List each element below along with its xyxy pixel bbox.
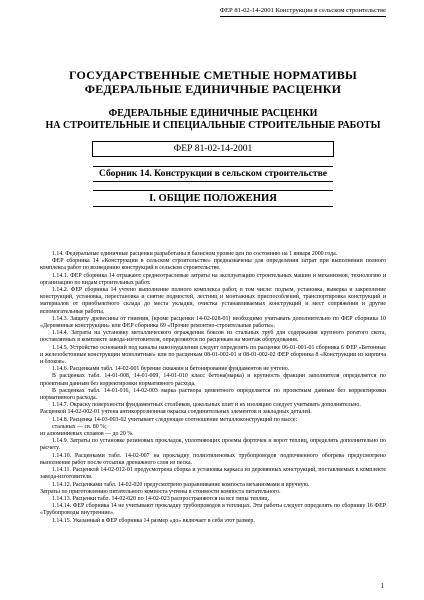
paragraph: 1.14.12. Расценками табл. 14-02-020 предусмотрено разравнивание компоста механизмами и вручную. — [52, 481, 310, 488]
paragraph: Расценкой 14-02-002-01 учтена антикоррозионная окраска соединительных элементов и закладных деталей. — [40, 409, 312, 416]
main-title-line-2: ФЕДЕРАЛЬНЫЕ ЕДИНИЧНЫЕ РАСЦЕНКИ — [84, 82, 342, 96]
paragraph: 1.14.13. Расценки табл. 14-02-020 по 14-02-023 распространяются на все типы теплиц. — [52, 495, 270, 502]
paragraph: ФЕР сборника 14 «Конструкции в сельском строительстве» предназначены для определения затрат при выполнении полного комплекса работ по возведению конструкций в сельском строительстве. — [40, 258, 386, 272]
paragraph: 1.14.8. Расценка 14-03-003-02 учитывает следующее соотношение металлоконструкций по массе: — [52, 416, 298, 423]
paragraph: 1.14.4. Затраты на установку металлического ограждения боксов из стальных труб для содержания крупного рогатого скота, поставляемых в комплекте завода-изготовителя, определяются по расценкам на монтаж оборудования. — [40, 330, 386, 344]
subtitle-line-1: ФЕДЕРАЛЬНЫЕ ЕДИНИЧНЫЕ РАСЦЕНКИ — [108, 108, 318, 119]
section-heading: I. ОБЩИЕ ПОЛОЖЕНИЯ — [93, 190, 333, 207]
page-number: 1 — [380, 582, 384, 590]
paragraph: 1.14. Федеральные единичные расценки разработаны в базисном уровне цен по состоянию на 1 января 2000 года. — [52, 251, 338, 257]
paragraph: 1.14.2. ФЕР сборника 14 учтено выполнение полного комплекса работ, в том числе: подъем, установка, выверка и закрепление конструкций, установка, перестановка и снятие подмостей, лестниц и монтажных приспособлений, транспортировка конструкций и материалов от приобъектного склада до места укладки, очистка устанавливаемых конструкций и мест сопряжения и другие вспомогательные работы. — [40, 287, 386, 315]
subtitle-line-2: НА СТРОИТЕЛЬНЫЕ И СПЕЦИАЛЬНЫЕ СТРОИТЕЛЬНЫЕ РАБОТЫ — [45, 119, 381, 131]
running-header: ФЕР 81-02-14-2001 Конструкции в сельском строительстве — [220, 7, 386, 17]
paragraph: 1.14.11. Расценкой 14-02-012-01 предусмотрена сборка и установка каркаса из деревянных конструкций, поставляемых в комплекте завода-изготовителя. — [40, 467, 386, 481]
collection-title: Сборник 14. Конструкции в сельском строительстве — [93, 166, 333, 182]
paragraph: 1.14.10. Расценками табл. 14-02-007 на прокладку полиэтиленовых трубопроводов подпочвенного обогрева предусмотрено выполнение работ после отсыпки дренажного слоя из песка. — [40, 452, 386, 466]
paragraph: 1.14.9. Затраты по установке резиновых прокладок, уплотняющих проемы форточек и ворот теплиц, определять дополнительно по расчету. — [40, 438, 386, 452]
paragraph: 1.14.7. Окраску поверхности фундаментных столбиков, цокольных плит и их изоляцию следует учитывать дополнительно. — [52, 402, 361, 409]
paragraph: из алюминиевых сплавов — до 20 %. — [40, 431, 134, 438]
paragraph: стальных — св. 80 %; — [52, 423, 107, 430]
paragraph: 1.14.1. ФЕР сборника 14 отражают среднеотраслевые затраты на эксплуатацию строительных машин и механизмов, технологию и организацию по видам строительных работ. — [40, 272, 386, 286]
document-code: ФЕР 81-02-14-2001 — [92, 141, 334, 157]
paragraph: 1.14.5. Устройство оснований под каналы навозоудаления следует определять по расценке 06-01-001-01 сборника 6 ФЕР «Бетонные и железобетонные конструкции монолитные» или по расценкам 08-01-002-01 и 08-01-002-02 ФЕР сборника 8 «Конструкции из кирпича и блоков». — [40, 344, 386, 366]
paragraph: В расценках табл. 14-01-016, 14-02-003 марка раствора цементного определяется по проектным данным без корректировки нормативного расхода. — [40, 387, 386, 402]
paragraph: 1.14.15. Указанный в ФЕР сборника 14 размер «до» включает в себя этот размер. — [52, 517, 255, 524]
paragraph: 1.14.6. Расценками табл. 14-02-001 бурение скважин и бетонирование фундаментов не учтено. — [52, 366, 290, 373]
body-text — [40, 251, 386, 525]
paragraph: 1.14.3. Защиту древесины от гниения, (кроме расценки 14-02-028-01) необходимо учитывать дополнительно по ФЕР сборника 10 «Деревянные конструкции» или ФЕР сборника 69 «Прочие ремонтно-строительные работы». — [40, 315, 386, 330]
paragraph: Затраты по приготовлению питательного компоста учтены в стоимости компоста питательного. — [40, 488, 281, 495]
paragraph: 1.14.14. ФЕР сборника 14 не учитывают прокладку трубопроводов в теплицах. Эти работы следует определять по сборнику 16 ФЕР «Трубопроводы внутренние». — [40, 503, 386, 517]
paragraph: В расценках табл. 14-01-008, 14-01-009, 14-01-010 класс бетона(марка) и крупность фракции заполнителя определяется по проектным данным без корректировки нормативного расхода. — [40, 373, 386, 387]
title-block — [40, 68, 386, 207]
main-title-line-1: ГОСУДАРСТВЕННЫЕ СМЕТНЫЕ НОРМАТИВЫ — [68, 68, 357, 82]
